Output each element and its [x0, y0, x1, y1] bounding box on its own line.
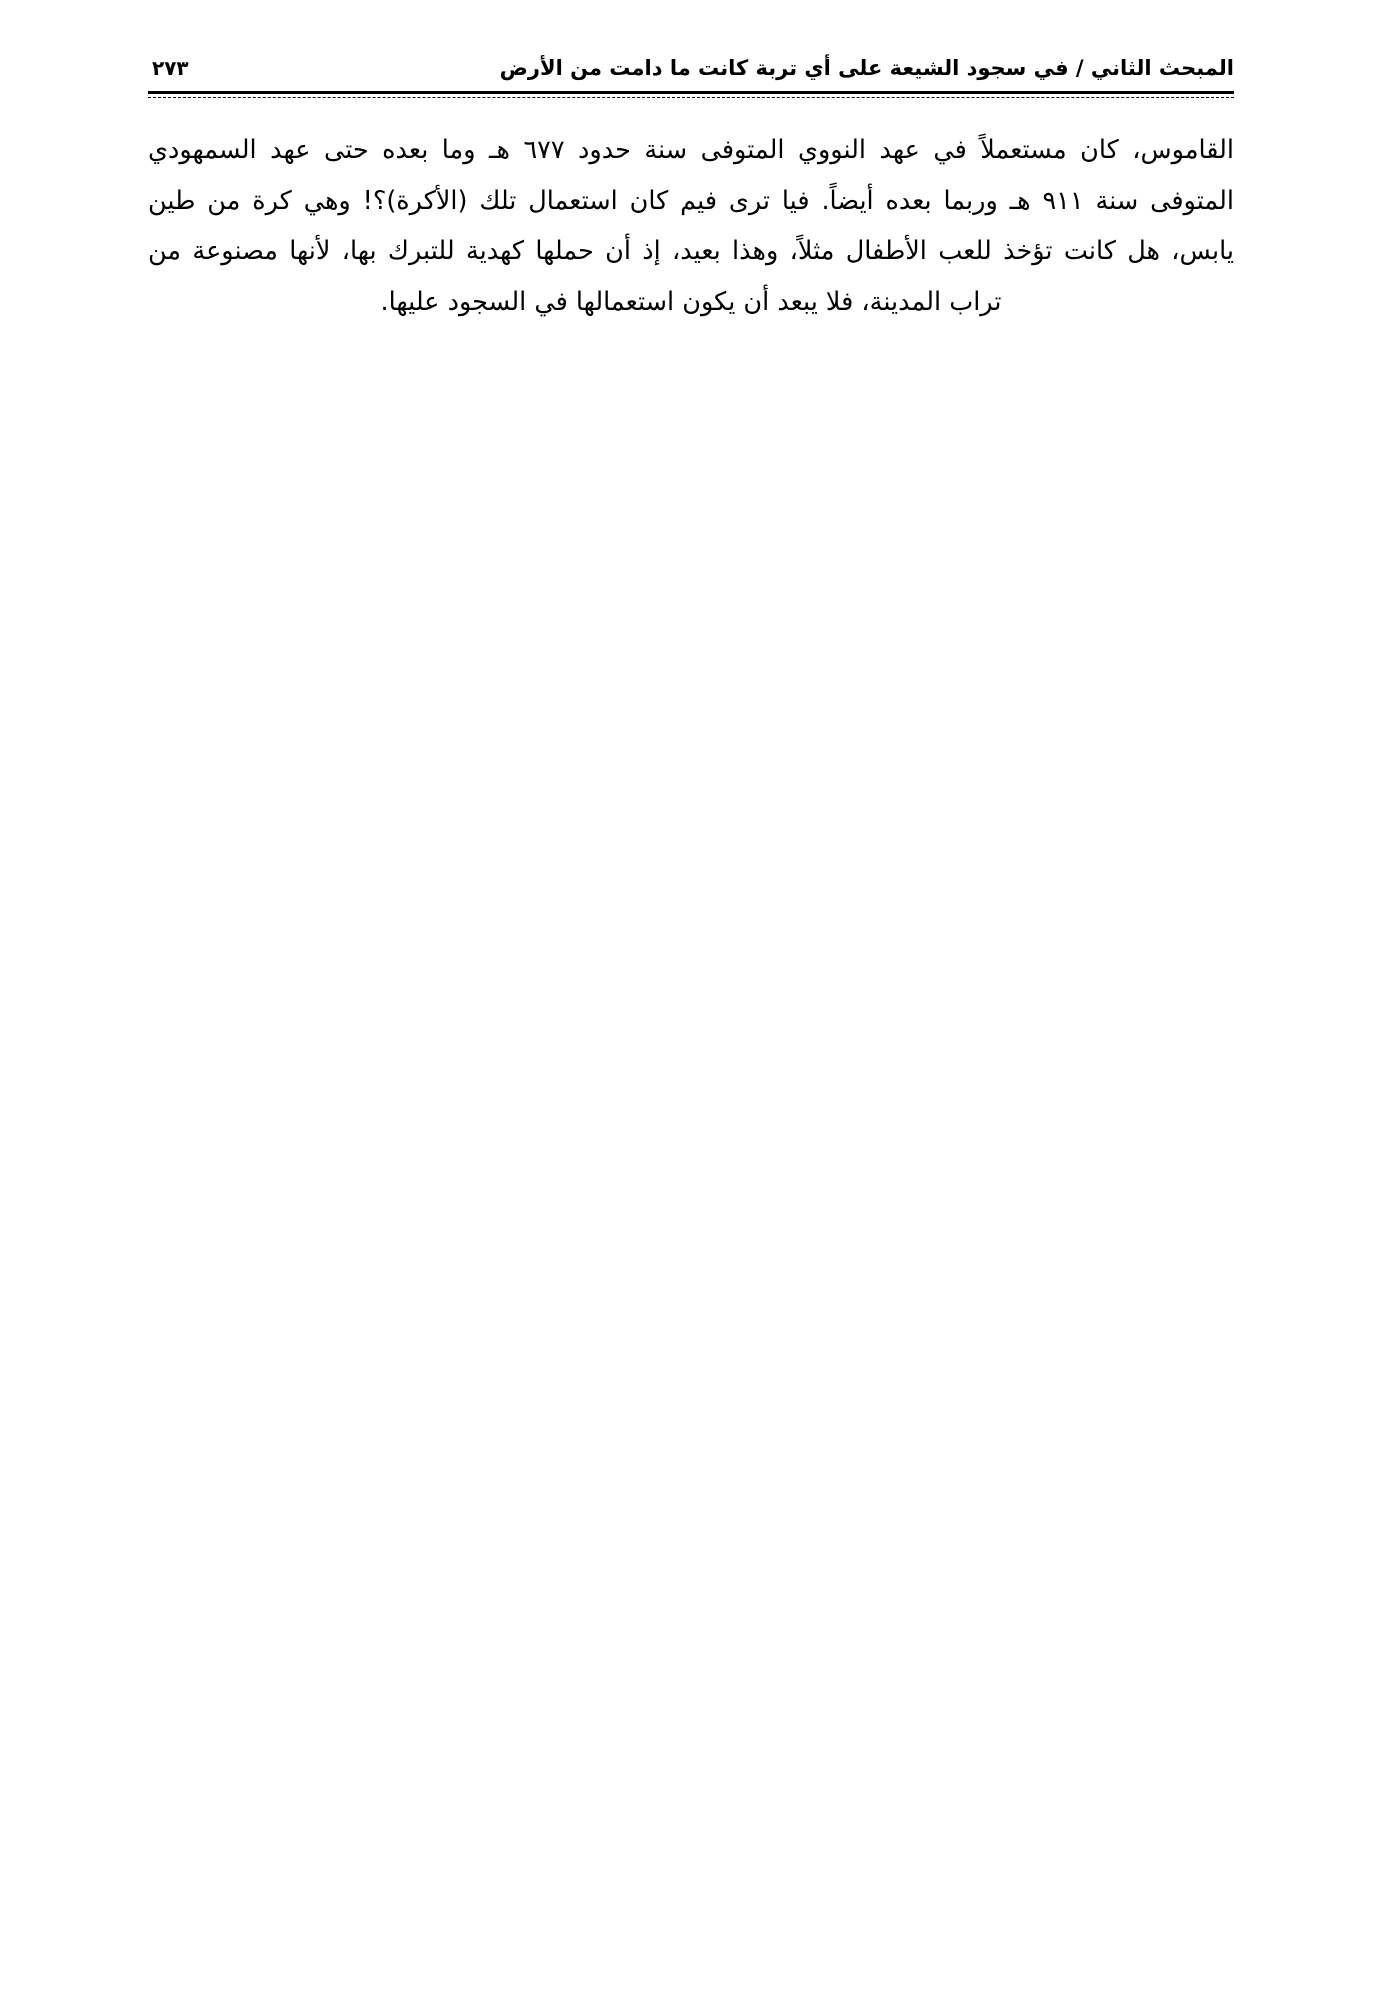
body-paragraph: القاموس، كان مستعملاً في عهد النووي المتوفى سنة حدود ٦٧٧ هـ وما بعده حتى عهد السمهودي المتوفى سنة ٩١١ هـ وربما بعده أيضاً. فيا ترى فيم كان استعمال تلك (الأكرة)؟! وهي كرة من طين يابس، هل كانت تؤخذ للعب الأطفال مثلاً، وهذا بعيد، إذ أن حملها كهدية للتبرك بها، لأنها مصنوعة من تراب المدينة، فلا يبعد أن يكون استعمالها في السجود عليها.	[148, 135, 1234, 317]
header-divider	[148, 91, 1234, 99]
page-number: ٢٧٣	[152, 56, 189, 80]
running-header-title: المبحث الثاني / في سجود الشيعة على أي تربة كانت ما دامت من الأرض	[499, 56, 1234, 80]
header-divider-thick-line	[148, 91, 1234, 94]
page-header	[148, 55, 1234, 82]
header-divider-thin-line	[148, 97, 1234, 99]
body-text-block	[148, 125, 1234, 327]
page-content	[148, 55, 1234, 327]
